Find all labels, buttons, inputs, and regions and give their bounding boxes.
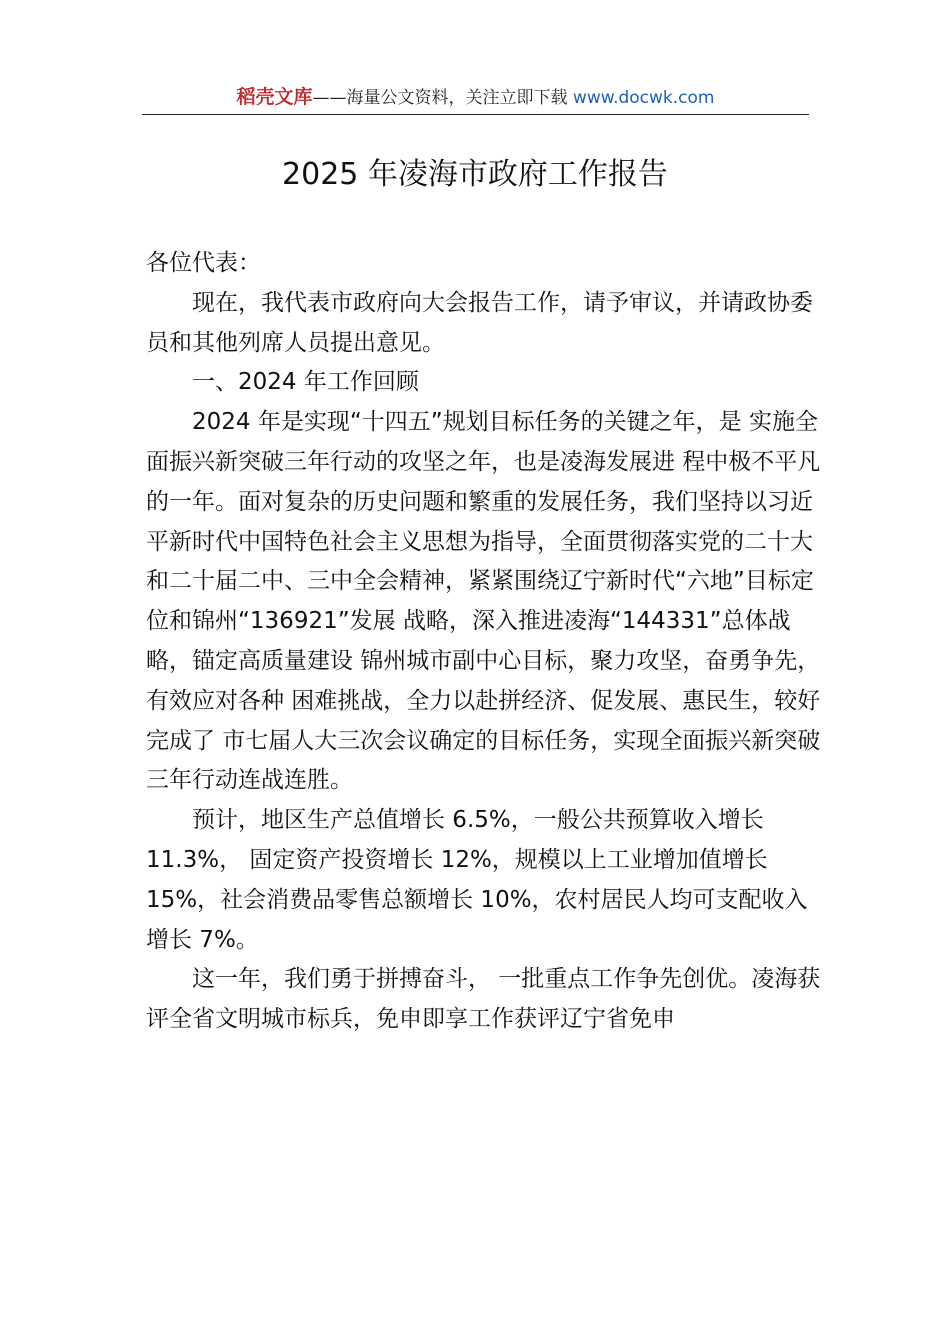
paragraph-statistics: 预计，地区生产总值增长 6.5%，一般公共预算收入增长 11.3%， 固定资产投资增长 12%，规模以上工业增加值增长 15%，社会消费品零售总额增长 10%，农村居民人均可支配收入增长 7%。: [146, 807, 808, 953]
paragraph-intro: 现在，我代表市政府向大会报告工作，请予审议，并请政协委员和其他列席人员提出意见。: [146, 289, 813, 356]
salutation: 各位代表：: [146, 250, 261, 276]
section-heading: 一、2024 年工作回顾: [192, 369, 419, 396]
header-tagline: ——海量公文资料，关注立即下载: [312, 88, 573, 108]
document-body: [146, 244, 828, 1040]
document-title: 2025 年凌海市政府工作报告: [282, 157, 668, 192]
site-header-banner: [142, 82, 809, 115]
header-url-link[interactable]: www.docwk.com: [572, 88, 715, 108]
paragraph-review: 2024 年是实现“十四五”规划目标任务的关键之年，是 实施全面振兴新突破三年行动的攻坚之年，也是凌海发展进 程中极不平凡的一年。面对复杂的历史问题和繁重的发展任务，我们坚持以习近平新时代中国特色社会主义思想为指导，全面贯彻落实党的二十大和二十届二中、三中全会精神，紧紧围绕辽宁新时代“六地”目标定位和锦州“136921”发展 战略，深入推进凌海“144331”总体战略，锚定高质量建设 锦州城市副中心目标，聚力攻坚，奋勇争先，有效应对各种 困难挑战，全力以赴拼经济、促发展、惠民生，较好完成了 市七届人大三次会议确定的目标任务，实现全面振兴新突破 三年行动连战连胜。: [146, 409, 821, 794]
paragraph-achievements: 这一年，我们勇于拼搏奋斗， 一批重点工作争先创优。凌海获评全省文明城市标兵，免申即享工作获评辽宁省免申: [146, 966, 821, 1033]
brand-logo-text: 稻壳文库: [236, 86, 313, 108]
